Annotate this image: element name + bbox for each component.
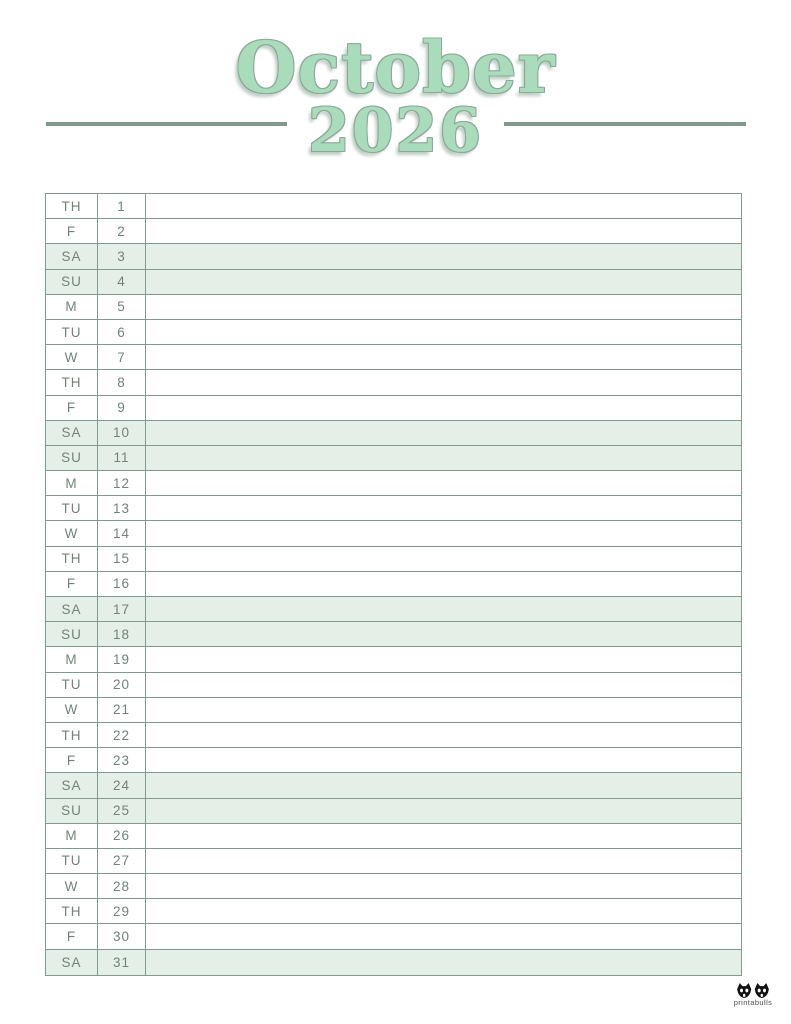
date-cell: 18 xyxy=(98,622,146,646)
table-row xyxy=(46,244,741,269)
date-cell: 14 xyxy=(98,521,146,545)
day-cell: TU xyxy=(46,673,98,697)
notes-cell xyxy=(146,446,741,470)
table-row xyxy=(46,673,741,698)
date-cell: 8 xyxy=(98,370,146,394)
date-cell: 16 xyxy=(98,572,146,596)
date-cell: 30 xyxy=(98,924,146,948)
calendar-table xyxy=(45,193,742,976)
table-row xyxy=(46,219,741,244)
notes-cell xyxy=(146,295,741,319)
table-row xyxy=(46,849,741,874)
day-cell: W xyxy=(46,521,98,545)
table-row xyxy=(46,446,741,471)
table-row xyxy=(46,924,741,949)
date-cell: 10 xyxy=(98,421,146,445)
notes-cell xyxy=(146,698,741,722)
notes-cell xyxy=(146,773,741,797)
table-row xyxy=(46,899,741,924)
day-cell: TH xyxy=(46,194,98,218)
date-cell: 22 xyxy=(98,723,146,747)
day-cell: F xyxy=(46,572,98,596)
day-cell: TU xyxy=(46,849,98,873)
date-cell: 12 xyxy=(98,471,146,495)
notes-cell xyxy=(146,270,741,294)
title-year: 2026 xyxy=(308,96,483,166)
table-row xyxy=(46,270,741,295)
date-cell: 1 xyxy=(98,194,146,218)
notes-cell xyxy=(146,320,741,344)
table-row xyxy=(46,572,741,597)
day-cell: F xyxy=(46,748,98,772)
day-cell: SA xyxy=(46,597,98,621)
table-row xyxy=(46,773,741,798)
table-row xyxy=(46,396,741,421)
day-cell: M xyxy=(46,824,98,848)
table-row xyxy=(46,521,741,546)
date-cell: 27 xyxy=(98,849,146,873)
notes-cell xyxy=(146,521,741,545)
notes-cell xyxy=(146,421,741,445)
notes-cell xyxy=(146,547,741,571)
day-cell: SU xyxy=(46,270,98,294)
day-cell: SU xyxy=(46,622,98,646)
title-month: October xyxy=(235,26,556,109)
notes-cell xyxy=(146,899,741,923)
date-cell: 19 xyxy=(98,647,146,671)
day-cell: M xyxy=(46,647,98,671)
date-cell: 31 xyxy=(98,950,146,975)
date-cell: 21 xyxy=(98,698,146,722)
notes-cell xyxy=(146,874,741,898)
date-cell: 25 xyxy=(98,799,146,823)
table-row xyxy=(46,723,741,748)
date-cell: 23 xyxy=(98,748,146,772)
notes-cell xyxy=(146,647,741,671)
day-cell: M xyxy=(46,295,98,319)
notes-cell xyxy=(146,673,741,697)
day-cell: F xyxy=(46,924,98,948)
table-row xyxy=(46,471,741,496)
day-cell: TH xyxy=(46,547,98,571)
logo-text: printabulls xyxy=(733,997,773,1007)
day-cell: TU xyxy=(46,496,98,520)
day-cell: TU xyxy=(46,320,98,344)
date-cell: 11 xyxy=(98,446,146,470)
day-cell: SU xyxy=(46,799,98,823)
day-cell: TH xyxy=(46,899,98,923)
table-row xyxy=(46,950,741,975)
day-cell: SA xyxy=(46,421,98,445)
date-cell: 4 xyxy=(98,270,146,294)
title-year-row xyxy=(46,96,746,166)
day-cell: SA xyxy=(46,773,98,797)
notes-cell xyxy=(146,471,741,495)
day-cell: TH xyxy=(46,723,98,747)
table-row xyxy=(46,799,741,824)
date-cell: 29 xyxy=(98,899,146,923)
notes-cell xyxy=(146,219,741,243)
notes-cell xyxy=(146,194,741,218)
notes-cell xyxy=(146,849,741,873)
table-row xyxy=(46,421,741,446)
day-cell: SU xyxy=(46,446,98,470)
day-cell: SA xyxy=(46,950,98,975)
notes-cell xyxy=(146,496,741,520)
table-row xyxy=(46,194,741,219)
table-row xyxy=(46,370,741,395)
date-cell: 5 xyxy=(98,295,146,319)
day-cell: TH xyxy=(46,370,98,394)
date-cell: 28 xyxy=(98,874,146,898)
calendar-rows xyxy=(46,194,741,975)
date-cell: 17 xyxy=(98,597,146,621)
table-row xyxy=(46,824,741,849)
notes-cell xyxy=(146,396,741,420)
notes-cell xyxy=(146,824,741,848)
date-cell: 15 xyxy=(98,547,146,571)
notes-cell xyxy=(146,345,741,369)
day-cell: W xyxy=(46,874,98,898)
day-cell: W xyxy=(46,698,98,722)
day-cell: W xyxy=(46,345,98,369)
notes-cell xyxy=(146,748,741,772)
date-cell: 20 xyxy=(98,673,146,697)
right-divider-line xyxy=(504,122,746,126)
table-row xyxy=(46,547,741,572)
notes-cell xyxy=(146,799,741,823)
table-row xyxy=(46,874,741,899)
date-cell: 24 xyxy=(98,773,146,797)
table-row xyxy=(46,496,741,521)
printabulls-logo xyxy=(728,983,778,1007)
notes-cell xyxy=(146,597,741,621)
date-cell: 7 xyxy=(98,345,146,369)
notes-cell xyxy=(146,622,741,646)
table-row xyxy=(46,698,741,723)
table-row xyxy=(46,320,741,345)
notes-cell xyxy=(146,950,741,975)
notes-cell xyxy=(146,572,741,596)
date-cell: 6 xyxy=(98,320,146,344)
notes-cell xyxy=(146,370,741,394)
date-cell: 26 xyxy=(98,824,146,848)
notes-cell xyxy=(146,924,741,948)
two-bulls-icon xyxy=(736,983,770,998)
table-row xyxy=(46,622,741,647)
date-cell: 13 xyxy=(98,496,146,520)
table-row xyxy=(46,597,741,622)
table-row xyxy=(46,748,741,773)
day-cell: F xyxy=(46,219,98,243)
day-cell: M xyxy=(46,471,98,495)
date-cell: 9 xyxy=(98,396,146,420)
notes-cell xyxy=(146,244,741,268)
day-cell: SA xyxy=(46,244,98,268)
date-cell: 3 xyxy=(98,244,146,268)
left-divider-line xyxy=(46,122,288,126)
date-cell: 2 xyxy=(98,219,146,243)
table-row xyxy=(46,345,741,370)
day-cell: F xyxy=(46,396,98,420)
notes-cell xyxy=(146,723,741,747)
table-row xyxy=(46,295,741,320)
calendar-header xyxy=(0,0,791,166)
table-row xyxy=(46,647,741,672)
